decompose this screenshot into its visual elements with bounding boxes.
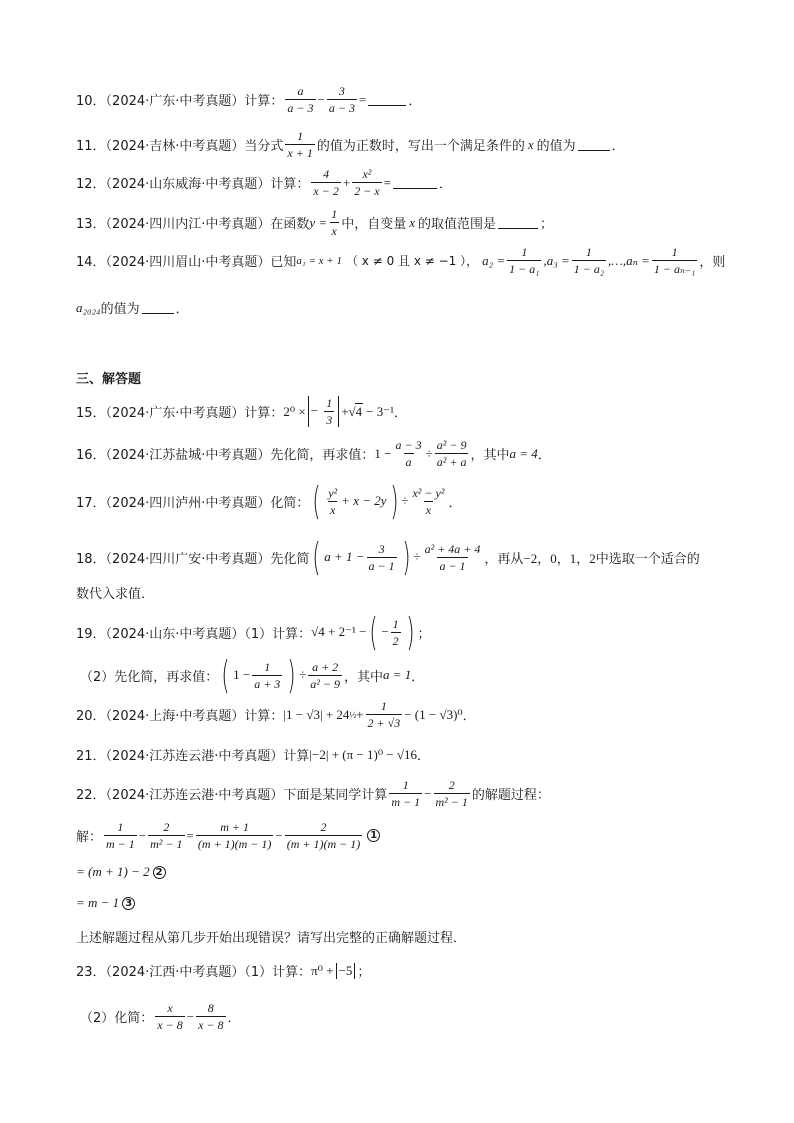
step-marker: 1 — [367, 829, 380, 842]
problem-12: 12．（2024·山东威海·中考真题）计算： 4 x − 2 + $\frac{\text{x²}}{2 - x}$ = ． — [76, 167, 452, 198]
section-title: 三、解答题 — [76, 372, 142, 387]
problem-23-part2: （2）化简： x x − 8 − $\frac{8}{x - 8}$ ． — [80, 1001, 241, 1032]
step-marker: 2 — [153, 866, 166, 879]
problem-13: 13．（2024·四川内江·中考真题）在函数 y = $\frac{1}{x}$ 中，自变量 x 的取值范围是 ； — [76, 207, 554, 238]
fraction: $\frac{a - 3}{a}$ — [395, 438, 422, 469]
fraction: $\frac{2}{\text{m² − 1}}$ — [435, 778, 468, 809]
problem-22: 22．（2024·江苏连云港·中考真题）下面是某同学计算 1 m − 1 − $\frac{2}{\text{m² − 1}}$ 的解题过程： — [76, 778, 550, 809]
fraction: $\frac{1}{x}$ — [331, 207, 338, 238]
problem-19: 19．（2024·山东·中考真题）（1）计算： √4 + 2⁻¹ − ( − $\frac{1}{2}$ ) ； — [76, 610, 431, 654]
fraction: $\frac{1}{2 + √3}$ — [367, 699, 401, 730]
fraction: $\frac{2}{(m + 1)(m - 1)}$ — [286, 820, 361, 851]
problem-11: 11．（2024·吉林·中考真题）当分式 1 x + 1 的值为正数时，写出一个满足条件的 x 的值为 ． — [76, 129, 625, 160]
problem-14-line2: a₂₀₂₄ 的值为 ． — [76, 299, 189, 317]
problem-18-line2: 数代入求值． — [76, 587, 155, 602]
problem-18: 18．（2024·四川广安·中考真题）先化简 ( a + 1 − $\frac{3}{a - 1}$ ) ÷ $\frac{\text{a² + 4a + 4}}{a - 1}$ ，再从 −2，0，1，2 中选取一个适合的 — [76, 535, 700, 579]
problem-10-prefix: 10．（2024·广东·中考真题）计算： — [76, 94, 284, 109]
problem-23: 23．（2024·江西·中考真题）（1）计算： π⁰ + −5 ； — [76, 962, 371, 980]
problem-20: 20．（2024·上海·中考真题）计算： |1 − √3| + 24 ½ + $\frac{1}{2 + √3}$ − (1 − √3)⁰ ． — [76, 699, 476, 730]
problem-22-question: 上述解题过程从第几步开始出现错误？请写出完整的正确解题过程． — [76, 931, 467, 946]
fraction: $\frac{m + 1}{(m + 1)(m - 1)}$ — [197, 820, 272, 851]
fraction: $\frac{1}{\text{1 − aₙ₋₁}}$ — [653, 245, 696, 276]
fraction: $\frac{2}{\text{m² − 1}}$ — [150, 820, 183, 851]
fraction: $\frac{3}{a - 1}$ — [368, 541, 395, 573]
problem-16: 16．（2024·江苏盐城·中考真题）先化简，再求值： 1 − $\frac{a - 3}{a}$ ÷ $\frac{\text{a² − 9}}{\text{a² + a}}$ ，其中 a = 4 ． — [76, 438, 551, 469]
fraction: $\frac{1}{a + 3}$ — [254, 659, 281, 691]
absolute-value: −5 — [336, 963, 356, 979]
fraction: $\frac{1}{\text{1 − a₂}}$ — [573, 245, 605, 276]
fraction: y² x — [328, 485, 338, 517]
answer-blank — [142, 301, 174, 314]
fraction: $\frac{\text{x² − y²}}{x}$ — [412, 485, 445, 517]
answer-blank — [498, 216, 538, 229]
fraction: $\frac{\text{a² + 4a + 4}}{a - 1}$ — [424, 541, 481, 573]
fraction: a a − 3 — [287, 84, 314, 115]
problem-14: 14．（2024·四川眉山·中考真题）已知 a₁ = x + 1 （ x ≠ 0 且 x ≠ −1 ）， a₂ = $\frac{1}{\text{1 − a₁}}$ ,a₃ = $\frac{1}{\text{1 − a₂}}$ ,…,aₙ = $\frac{1}{\text{1 − aₙ₋₁}}$ ，则 — [76, 245, 726, 276]
problem-17: 17．（2024·四川泸州·中考真题）化简： ( y² x + x − 2y ) ÷ $\frac{\text{x² − y²}}{x}$ ． — [76, 479, 462, 523]
problem-10: 10．（2024·广东·中考真题）计算： a a − 3 − $\frac{3}{a - 3}$ = ． — [76, 84, 422, 115]
fraction: $\frac{8}{x - 8}$ — [198, 1001, 224, 1032]
answer-blank — [578, 138, 610, 151]
fraction: 4 x − 2 — [313, 167, 339, 198]
step-marker: 3 — [122, 897, 135, 910]
problem-15: 15．（2024·广东·中考真题）计算： 2⁰ × − $\frac{1}{3}$ + √ 4 − 3⁻¹ ． — [76, 396, 408, 427]
absolute-value: − $\frac{1}{3}$ — [308, 396, 339, 427]
problem-22-step1: 解： 1 m − 1 − $\frac{2}{\text{m² − 1}}$ = $\frac{m + 1}{(m + 1)(m - 1)}$ − $\frac{2}{(m + 1)(m - 1)}$ 1 — [76, 820, 380, 851]
problem-19-part2: （2）先化简，再求值： ( 1 − $\frac{1}{a + 3}$ ) ÷ $\frac{a + 2}{\text{a² − 9}}$ ，其中 a = 1 ． — [80, 653, 425, 697]
fraction: $\frac{3}{a - 3}$ — [328, 84, 355, 115]
answer-blank — [368, 93, 406, 106]
fraction: 1 x + 1 — [287, 129, 313, 160]
problem-22-step3: = m − 1 3 — [76, 895, 135, 911]
fraction: 1 m − 1 — [391, 778, 421, 809]
problem-22-step2: = (m + 1) − 2 2 — [76, 864, 166, 880]
fraction: 1 m − 1 — [106, 820, 135, 851]
fraction: $\frac{\text{a² − 9}}{\text{a² + a}}$ — [436, 438, 467, 469]
answer-blank — [393, 176, 437, 189]
problem-21: 21．（2024·江苏连云港·中考真题）计算 |−2| + (π − 1)⁰ − √16 ． — [76, 746, 431, 764]
fraction: $\frac{1}{\text{1 − a₁}}$ — [509, 245, 540, 276]
fraction: $\frac{a + 2}{\text{a² − 9}}$ — [310, 659, 340, 691]
fraction: $\frac{\text{x²}}{2 - x}$ — [354, 167, 380, 198]
fraction: x x − 8 — [157, 1001, 183, 1032]
fraction: $\frac{1}{2}$ — [392, 616, 399, 648]
